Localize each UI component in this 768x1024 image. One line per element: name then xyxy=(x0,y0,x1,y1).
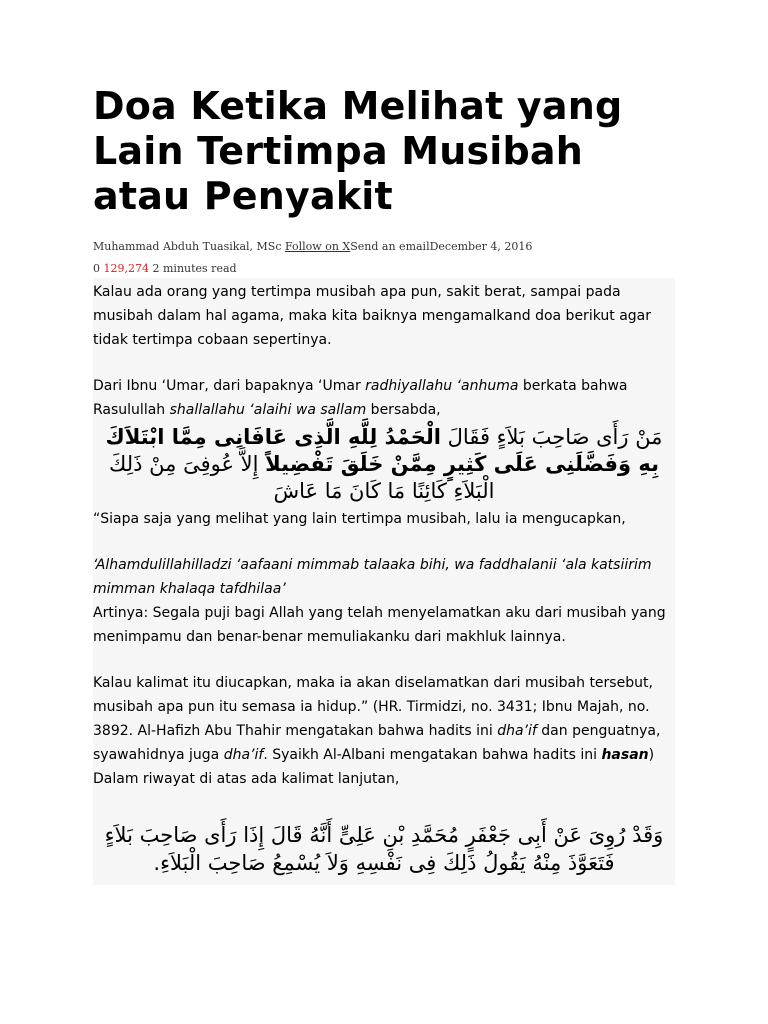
paragraph-meaning: Artinya: Segala puji bagi Allah yang telah menyelamatkan aku dari musibah yang menimpamu dan benar-benar memuliakanku dari makhluk lainnya. xyxy=(93,605,666,645)
article-stats xyxy=(93,262,675,276)
comment-count[interactable]: 0 xyxy=(93,262,100,275)
paragraph-translation-intro: “Siapa saja yang melihat yang lain tertimpa musibah, lalu ia mengucapkan, xyxy=(93,511,626,527)
email-link[interactable]: Send an email xyxy=(350,240,430,253)
follow-link[interactable]: Follow on X xyxy=(284,240,351,253)
page-title: Doa Ketika Melihat yang Lain Tertimpa Musibah atau Penyakit xyxy=(93,84,623,218)
author-link[interactable]: Muhammad Abduh Tuasikal, MSc xyxy=(93,240,282,253)
arabic-continuation-text: وَقَدْ رُوِىَ عَنْ أَبِى جَعْفَرٍ مُحَمَّدِ بْنِ عَلِىٍّ أَنَّهُ قَالَ إِذَا رَأَى صَاحِبَ بَلاَءٍ فَتَعَوَّذَ مِنْهُ يَقُولُ ذَلِكَ فِى نَفْسِهِ وَلاَ يُسْمِعُ صَاحِبَ الْبَلاَءِ. xyxy=(104,823,664,875)
read-time: 2 minutes read xyxy=(152,262,237,275)
paragraph-intro: Kalau ada orang yang tertimpa musibah apa pun, sakit berat, sampai pada musibah dalam hal agama, maka kita baiknya mengamalkand doa berikut agar tidak tertimpa cobaan sepertinya. xyxy=(93,284,651,348)
paragraph-continuation: Dalam riwayat di atas ada kalimat lanjutan, xyxy=(93,771,400,787)
post-date: December 4, 2016 xyxy=(429,240,533,253)
view-count: 129,274 xyxy=(103,262,149,275)
paragraph-transliteration: ‘Alhamdulillahilladzi ‘aafaani mimmab talaaka bihi, wa faddhalanii ‘ala katsiirim mimman khalaqa tafdhilaa’ xyxy=(93,557,652,597)
article-body xyxy=(93,278,675,885)
article-page xyxy=(93,84,675,885)
paragraph-explanation: Kalau kalimat itu diucapkan, maka ia akan diselamatkan dari musibah tersebut, musibah apa pun itu semasa ia hidup.” (HR. Tirmidzi, no. 3431; Ibnu Majah, no. 3892. Al-Hafizh Abu Thahir mengatakan bahwa hadits ini dha’if dan penguatnya, syawahidnya juga dha’if. Syaikh Al-Albani mengatakan bahwa hadits ini hasan) xyxy=(93,675,661,763)
paragraph-narration: Dari Ibnu ‘Umar, dari bapaknya ‘Umar radhiyallahu ‘anhuma berkata bahwa Rasulullah shallallahu ‘alaihi wa sallam bersabda, xyxy=(93,378,628,418)
arabic-hadith-text: مَنْ رَأَى صَاحِبَ بَلاَءٍ فَقَالَ الْحَمْدُ لِلَّهِ الَّذِى عَافَانِى مِمَّا ابْتَلاَكَ بِهِ وَفَضَّلَنِى عَلَى كَثِيرٍ مِمَّنْ خَلَقَ تَفْضِيلاً إِلاَّ عُوفِىَ مِنْ ذَلِكَ الْبَلاَءِ كَائِنًا مَا كَانَ مَا عَاشَ xyxy=(105,425,663,503)
article-meta xyxy=(93,240,675,254)
